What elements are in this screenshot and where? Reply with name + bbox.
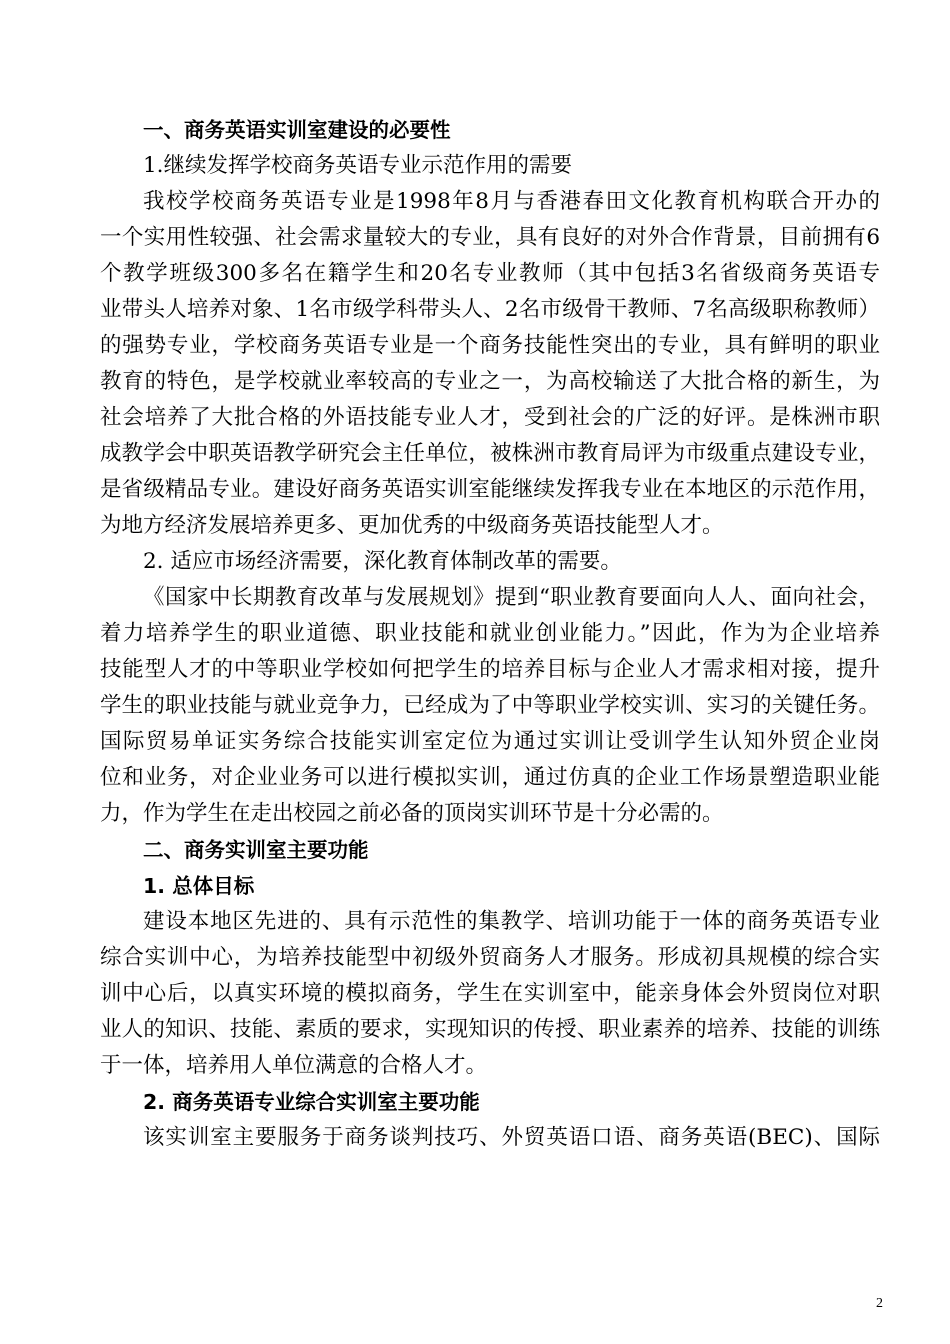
subsection-heading: 2. 适应市场经济需要，深化教育体制改革的需要。 [143, 549, 622, 574]
paragraph-line: 建设本地区先进的、具有示范性的集教学、培训功能于一体的商务英语专业 [143, 909, 880, 934]
paragraph-line: 国际贸易单证实务综合技能实训室定位为通过实训让受训学生认知外贸企业岗 [100, 729, 880, 754]
subsection-heading: 2. 商务英语专业综合实训室主要功能 [143, 1090, 480, 1114]
paragraph-line: 成教学会中职英语教学研究会主任单位，被株洲市教育局评为市级重点建设专业， [100, 441, 880, 466]
paragraph-line: 社会培养了大批合格的外语技能专业人才，受到社会的广泛的好评。是株洲市职 [100, 405, 880, 430]
subsection-heading: 1.继续发挥学校商务英语专业示范作用的需要 [143, 153, 573, 178]
document-body [100, 112, 880, 1156]
paragraph-line: 为地方经济发展培养更多、更加优秀的中级商务英语技能型人才。 [100, 513, 724, 538]
paragraph-line: 的强势专业，学校商务英语专业是一个商务技能性突出的专业，具有鲜明的职业 [100, 333, 880, 358]
section-heading: 一、商务英语实训室建设的必要性 [143, 118, 451, 142]
subsection-heading: 1. 总体目标 [143, 874, 255, 898]
paragraph-line: 学生的职业技能与就业竞争力，已经成为了中等职业学校实训、实习的关键任务。 [100, 693, 880, 718]
page-number: 2 [876, 1296, 883, 1311]
paragraph-line: 是省级精品专业。建设好商务英语实训室能继续发挥我专业在本地区的示范作用， [100, 477, 880, 502]
paragraph-line: 综合实训中心，为培养技能型中初级外贸商务人才服务。形成初具规模的综合实 [100, 945, 880, 970]
paragraph-line: 训中心后，以真实环境的模拟商务，学生在实训室中，能亲身体会外贸岗位对职 [100, 981, 880, 1006]
section-heading: 二、商务实训室主要功能 [143, 838, 369, 862]
paragraph-line: 教育的特色，是学校就业率较高的专业之一，为高校输送了大批合格的新生，为 [100, 369, 880, 394]
paragraph-line: 着力培养学生的职业道德、职业技能和就业创业能力。”因此，作为为企业培养 [100, 621, 880, 646]
paragraph-line: 我校学校商务英语专业是1998年8月与香港春田文化教育机构联合开办的 [143, 189, 880, 214]
paragraph-line: 业人的知识、技能、素质的要求，实现知识的传授、职业素养的培养、技能的训练 [100, 1017, 880, 1042]
paragraph-line: 技能型人才的中等职业学校如何把学生的培养目标与企业人才需求相对接，提升 [100, 657, 880, 682]
paragraph-line: 个教学班级300多名在籍学生和20名专业教师（其中包括3名省级商务英语专 [100, 261, 880, 286]
paragraph-line: 于一体，培养用人单位满意的合格人才。 [100, 1053, 488, 1078]
paragraph-line: 力，作为学生在走出校园之前必备的顶岗实训环节是十分必需的。 [100, 801, 724, 826]
paragraph-line: 一个实用性较强、社会需求量较大的专业，具有良好的对外合作背景，目前拥有6 [100, 225, 880, 250]
paragraph-line: 《国家中长期教育改革与发展规划》提到“职业教育要面向人人、面向社会， [143, 585, 880, 610]
paragraph-line: 位和业务，对企业业务可以进行模拟实训，通过仿真的企业工作场景塑造职业能 [100, 765, 880, 790]
paragraph-line: 该实训室主要服务于商务谈判技巧、外贸英语口语、商务英语(BEC)、国际 [143, 1125, 880, 1150]
paragraph-line: 业带头人培养对象、1名市级学科带头人、2名市级骨干教师、7名高级职称教师） [100, 297, 880, 322]
